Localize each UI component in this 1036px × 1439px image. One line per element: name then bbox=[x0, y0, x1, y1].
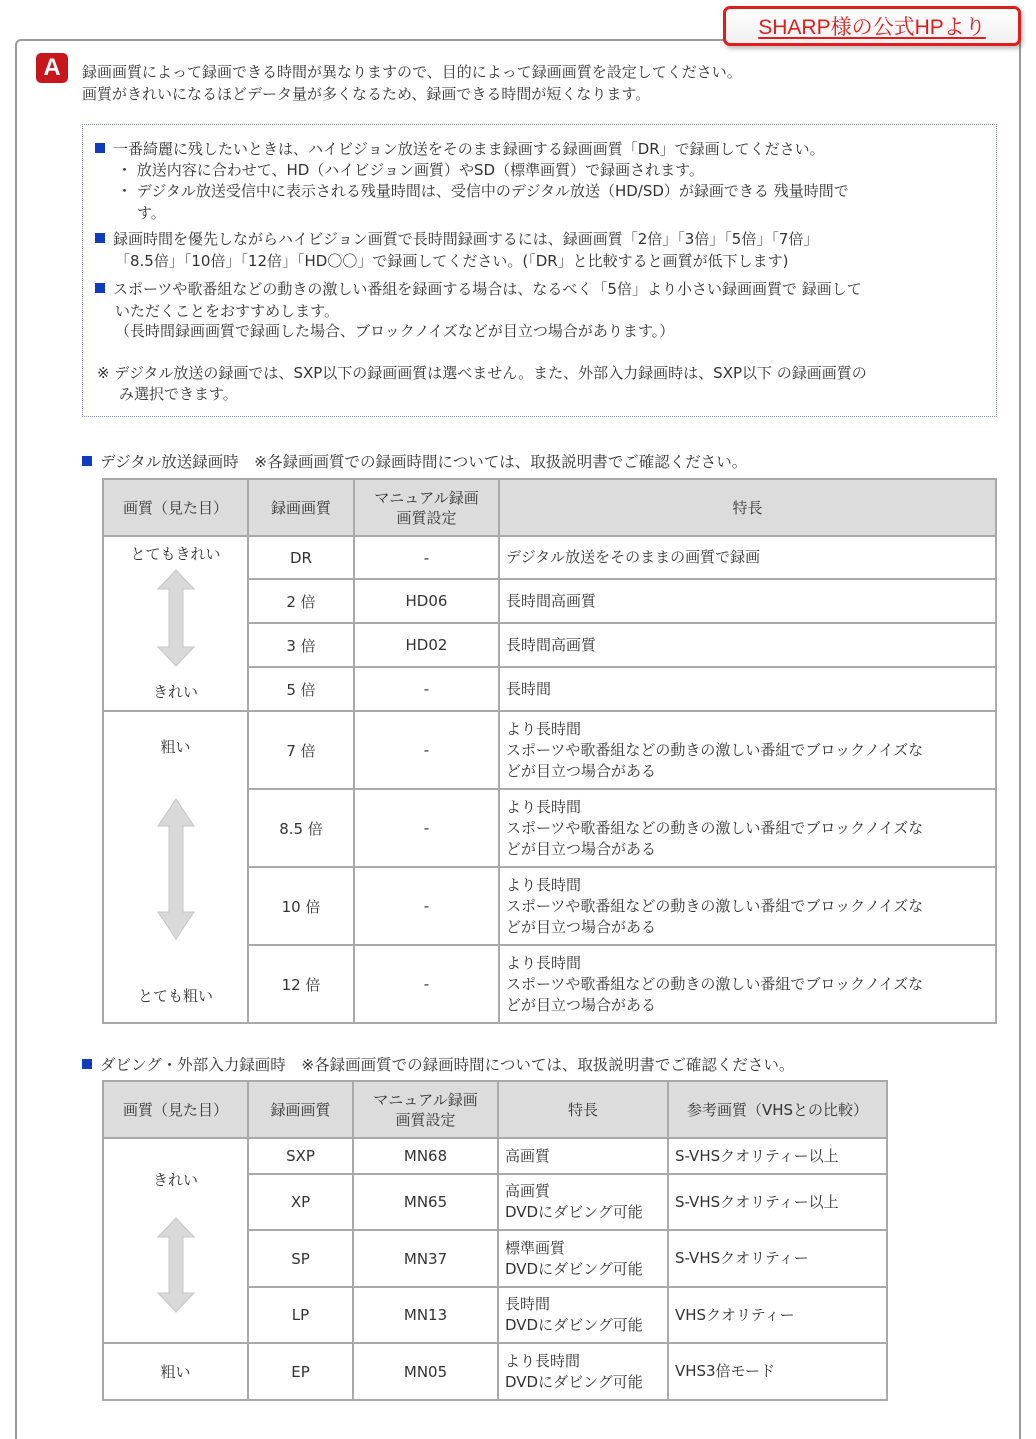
table-row bbox=[103, 711, 996, 789]
visual-quality-cell-low: 粗い とても粗い bbox=[103, 711, 248, 1023]
reference-cell: S-VHSクオリティー bbox=[668, 1230, 887, 1287]
col-header-feature: 特長 bbox=[498, 1081, 668, 1138]
col-header-mode: 録画画質 bbox=[248, 479, 354, 536]
mode-cell: 5 倍 bbox=[248, 667, 354, 711]
feature-cell: より長時間 スポーツや歌番組などの動きの激しい番組でブロックノイズな どが目立つ場合がある bbox=[499, 711, 996, 789]
digital-section-title: デジタル放送録画時 ※各録画画質での録画時間については、取扱説明書でご確認ください。 bbox=[82, 450, 747, 472]
manual-cell: - bbox=[354, 867, 499, 945]
note-4: ※ デジタル放送の録画では、SXP以下の録画画質は選べません。また、外部入力録画時は、SXP以下 の録画画質の bbox=[97, 364, 867, 382]
manual-cell: - bbox=[354, 711, 499, 789]
manual-cell: - bbox=[354, 945, 499, 1023]
table-row bbox=[103, 1138, 887, 1174]
intro-line-2: 画質がきれいになるほどデータ量が多くなるため、録画できる時間が短くなります。 bbox=[82, 85, 651, 103]
manual-cell: MN05 bbox=[353, 1343, 498, 1400]
mode-cell: SXP bbox=[248, 1138, 353, 1174]
note-2: 録画時間を優先しながらハイビジョン画質で長時間録画するには、録画画質「2倍」「3倍」「5倍」「7倍」 bbox=[95, 229, 818, 250]
feature-cell: 長時間高画質 bbox=[499, 579, 996, 623]
feature-cell: 高画質 DVDにダビング可能 bbox=[498, 1174, 668, 1230]
table-row bbox=[103, 1343, 887, 1400]
note-2-cont: 「8.5倍」「10倍」「12倍」「HD〇〇」で録画してください。(「DR」と比較すると画質が低下します) bbox=[115, 252, 789, 270]
col-header-manual: マニュアル録画 画質設定 bbox=[353, 1081, 498, 1138]
mode-cell: SP bbox=[248, 1230, 353, 1287]
feature-cell: より長時間 スポーツや歌番組などの動きの激しい番組でブロックノイズな どが目立つ場合がある bbox=[499, 867, 996, 945]
blue-square-bullet-icon bbox=[82, 456, 92, 466]
mode-cell: EP bbox=[248, 1343, 353, 1400]
blue-square-bullet-icon bbox=[95, 233, 105, 243]
intro-line-1: 録画画質によって録画できる時間が異なりますので、目的によって録画画質を設定してください。 bbox=[82, 63, 742, 81]
mode-cell: XP bbox=[248, 1174, 353, 1230]
col-header-feature: 特長 bbox=[499, 479, 996, 536]
table-header-row bbox=[103, 1081, 887, 1138]
blue-square-bullet-icon bbox=[95, 283, 105, 293]
mode-cell: LP bbox=[248, 1287, 353, 1343]
mode-cell: 2 倍 bbox=[248, 579, 354, 623]
blue-square-bullet-icon bbox=[95, 143, 105, 153]
mode-cell: 7 倍 bbox=[248, 711, 354, 789]
visual-quality-cell-low: 粗い bbox=[103, 1343, 248, 1400]
feature-cell: デジタル放送をそのままの画質で録画 bbox=[499, 536, 996, 579]
feature-cell: 長時間 DVDにダビング可能 bbox=[498, 1287, 668, 1343]
manual-cell: - bbox=[354, 536, 499, 579]
dubbing-section-title: ダビング・外部入力録画時 ※各録画画質での録画時間については、取扱説明書でご確認ください。 bbox=[82, 1053, 794, 1075]
double-arrow-icon bbox=[156, 798, 196, 940]
digital-table bbox=[102, 478, 997, 1024]
note-1-sub-2: ・ デジタル放送受信中に表示される残量時間は、受信中のデジタル放送（HD/SD）が録画できる 残量時間で bbox=[117, 182, 849, 200]
col-header-mode: 録画画質 bbox=[248, 1081, 353, 1138]
feature-cell: より長時間 スポーツや歌番組などの動きの激しい番組でブロックノイズな どが目立つ場合がある bbox=[499, 945, 996, 1023]
reference-cell: S-VHSクオリティー以上 bbox=[668, 1174, 887, 1230]
note-3-cont: いただくことをおすすめします。 bbox=[115, 302, 339, 320]
manual-cell: MN65 bbox=[353, 1174, 498, 1230]
manual-cell: - bbox=[354, 667, 499, 711]
answer-icon: A bbox=[36, 53, 68, 83]
table-row bbox=[103, 536, 996, 579]
note-1-sub-1: ・ 放送内容に合わせて、HD（ハイビジョン画質）やSD（標準画質）で録画されます。 bbox=[117, 161, 704, 179]
feature-cell: より長時間 DVDにダビング可能 bbox=[498, 1343, 668, 1400]
reference-cell: VHSクオリティー bbox=[668, 1287, 887, 1343]
note-1-sub-2-cont: す。 bbox=[137, 204, 166, 222]
mode-cell: 8.5 倍 bbox=[248, 789, 354, 867]
feature-cell: 長時間 bbox=[499, 667, 996, 711]
mode-cell: 3 倍 bbox=[248, 623, 354, 667]
manual-cell: - bbox=[354, 789, 499, 867]
mode-cell: DR bbox=[248, 536, 354, 579]
col-header-visual: 画質（見た目） bbox=[103, 479, 248, 536]
feature-cell: 高画質 bbox=[498, 1138, 668, 1174]
source-badge-label: SHARP様の公式HPより bbox=[758, 16, 986, 39]
col-header-visual: 画質（見た目） bbox=[103, 1081, 248, 1138]
visual-quality-cell-high: きれい bbox=[103, 1138, 248, 1343]
note-3-paren: （長時間録画画質で録画した場合、ブロックノイズなどが目立つ場合があります。） bbox=[115, 322, 675, 340]
note-3: スポーツや歌番組などの動きの激しい番組を録画する場合は、なるべく「5倍」より小さい録画画質で 録画して bbox=[95, 279, 862, 300]
col-header-reference: 参考画質（VHSとの比較） bbox=[668, 1081, 887, 1138]
manual-cell: MN37 bbox=[353, 1230, 498, 1287]
manual-cell: MN13 bbox=[353, 1287, 498, 1343]
blue-square-bullet-icon bbox=[82, 1059, 92, 1069]
feature-cell: より長時間 スポーツや歌番組などの動きの激しい番組でブロックノイズな どが目立つ場合がある bbox=[499, 789, 996, 867]
manual-cell: HD02 bbox=[354, 623, 499, 667]
visual-quality-cell-high: とてもきれい きれい bbox=[103, 536, 248, 711]
source-badge bbox=[723, 6, 1021, 46]
double-arrow-icon bbox=[156, 1217, 196, 1313]
notes-box bbox=[82, 124, 997, 417]
note-1: 一番綺麗に残したいときは、ハイビジョン放送をそのまま録画する録画画質「DR」で録画してください。 bbox=[95, 139, 825, 160]
table-header-row bbox=[103, 479, 996, 536]
intro-text bbox=[82, 61, 742, 105]
feature-cell: 標準画質 DVDにダビング可能 bbox=[498, 1230, 668, 1287]
note-4-cont: み選択できます。 bbox=[119, 385, 238, 403]
reference-cell: VHS3倍モード bbox=[668, 1343, 887, 1400]
mode-cell: 10 倍 bbox=[248, 867, 354, 945]
dubbing-table bbox=[102, 1080, 888, 1401]
feature-cell: 長時間高画質 bbox=[499, 623, 996, 667]
manual-cell: HD06 bbox=[354, 579, 499, 623]
col-header-manual: マニュアル録画 画質設定 bbox=[354, 479, 499, 536]
mode-cell: 12 倍 bbox=[248, 945, 354, 1023]
double-arrow-icon bbox=[156, 569, 196, 667]
reference-cell: S-VHSクオリティー以上 bbox=[668, 1138, 887, 1174]
manual-cell: MN68 bbox=[353, 1138, 498, 1174]
